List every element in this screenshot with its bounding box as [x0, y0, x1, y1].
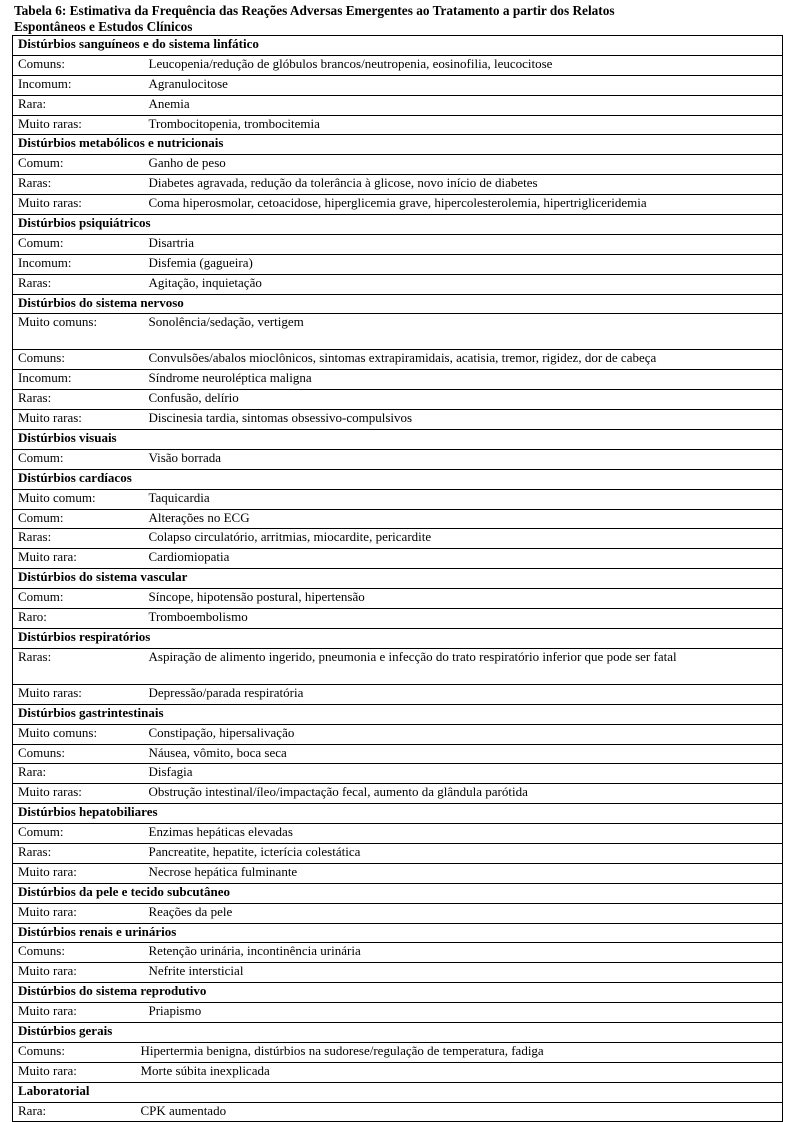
frequency-cell: Comum: — [13, 449, 140, 469]
reaction-cell: Colapso circulatório, arritmias, miocardite, pericardite — [140, 529, 783, 549]
section-header-row — [13, 569, 783, 589]
section-title: Laboratorial — [13, 1082, 783, 1102]
reaction-cell: Ganho de peso — [140, 155, 783, 175]
reaction-cell: Náusea, vômito, boca seca — [140, 744, 783, 764]
section-header-row — [13, 1082, 783, 1102]
frequency-cell: Raro: — [13, 609, 140, 629]
reaction-cell: Obstrução intestinal/íleo/impactação fecal, aumento da glândula parótida — [140, 784, 783, 804]
frequency-cell: Muito raras: — [13, 195, 140, 215]
frequency-cell: Comuns: — [13, 943, 140, 963]
frequency-cell: Muito raras: — [13, 115, 140, 135]
frequency-cell: Muito raras: — [13, 784, 140, 804]
frequency-cell: Comuns: — [13, 1042, 140, 1062]
reaction-cell: Reações da pele — [140, 903, 783, 923]
frequency-cell: Comum: — [13, 155, 140, 175]
frequency-cell: Incomum: — [13, 370, 140, 390]
table-row — [13, 963, 783, 983]
table-row — [13, 75, 783, 95]
table-row — [13, 390, 783, 410]
section-header-row — [13, 1022, 783, 1042]
reaction-cell: Agitação, inquietação — [140, 274, 783, 294]
frequency-cell: Muito raras: — [13, 684, 140, 704]
reaction-cell: Coma hiperosmolar, cetoacidose, hiperglicemia grave, hipercolesterolemia, hipertrigliceridemia — [140, 195, 783, 215]
table-title-line-1: Tabela 6: Estimativa da Frequência das Reações Adversas Emergentes ao Tratamento a partir dos Relatos — [14, 3, 615, 18]
reaction-cell: Discinesia tardia, sintomas obsessivo-compulsivos — [140, 410, 783, 430]
reaction-cell: Convulsões/abalos mioclônicos, sintomas extrapiramidais, acatisia, tremor, rigidez, dor de cabeça — [140, 350, 783, 370]
reaction-cell: Priapismo — [140, 1003, 783, 1023]
reaction-cell: Síncope, hipotensão postural, hipertensão — [140, 589, 783, 609]
reaction-cell: Visão borrada — [140, 449, 783, 469]
table-row — [13, 195, 783, 215]
table-row — [13, 509, 783, 529]
section-header-row — [13, 804, 783, 824]
frequency-cell: Muito rara: — [13, 1062, 140, 1082]
frequency-cell: Raras: — [13, 274, 140, 294]
section-title: Distúrbios psiquiátricos — [13, 215, 783, 235]
frequency-cell: Comum: — [13, 234, 140, 254]
section-header-row — [13, 704, 783, 724]
section-title: Distúrbios visuais — [13, 430, 783, 450]
table-row — [13, 1062, 783, 1082]
section-header-row — [13, 430, 783, 450]
reaction-cell: Trombocitopenia, trombocitemia — [140, 115, 783, 135]
reaction-cell: Disartria — [140, 234, 783, 254]
table-row — [13, 254, 783, 274]
table-row — [13, 115, 783, 135]
section-header-row — [13, 36, 783, 56]
frequency-cell: Raras: — [13, 648, 140, 684]
frequency-cell: Comum: — [13, 824, 140, 844]
reaction-cell: Necrose hepática fulminante — [140, 863, 783, 883]
table-row — [13, 274, 783, 294]
table-row — [13, 155, 783, 175]
reaction-cell: Cardiomiopatia — [140, 549, 783, 569]
reaction-cell: Aspiração de alimento ingerido, pneumonia e infecção do trato respiratório inferior que pode ser fatal — [140, 648, 783, 684]
reaction-cell: Disfemia (gagueira) — [140, 254, 783, 274]
section-title: Distúrbios do sistema reprodutivo — [13, 983, 783, 1003]
reaction-cell: Leucopenia/redução de glóbulos brancos/neutropenia, eosinofilia, leucocitose — [140, 55, 783, 75]
table-row — [13, 95, 783, 115]
reaction-cell: Disfagia — [140, 764, 783, 784]
section-header-row — [13, 923, 783, 943]
adverse-reactions-table-body — [13, 36, 783, 1122]
section-title: Distúrbios renais e urinários — [13, 923, 783, 943]
table-row — [13, 724, 783, 744]
table-row — [13, 55, 783, 75]
table-row — [13, 1003, 783, 1023]
section-title: Distúrbios metabólicos e nutricionais — [13, 135, 783, 155]
frequency-cell: Incomum: — [13, 75, 140, 95]
reaction-cell: Anemia — [140, 95, 783, 115]
frequency-cell: Raras: — [13, 390, 140, 410]
frequency-cell: Muito rara: — [13, 903, 140, 923]
frequency-cell: Comum: — [13, 509, 140, 529]
reaction-cell: Taquicardia — [140, 489, 783, 509]
frequency-cell: Raras: — [13, 175, 140, 195]
table-row — [13, 449, 783, 469]
frequency-cell: Muito rara: — [13, 549, 140, 569]
section-header-row — [13, 294, 783, 314]
table-row — [13, 1042, 783, 1062]
table-row — [13, 370, 783, 390]
table-row — [13, 824, 783, 844]
section-title: Distúrbios do sistema vascular — [13, 569, 783, 589]
table-row — [13, 589, 783, 609]
table-row — [13, 234, 783, 254]
reaction-cell: Confusão, delírio — [140, 390, 783, 410]
frequency-cell: Muito raras: — [13, 410, 140, 430]
table-row — [13, 175, 783, 195]
table-title-line-2: Espontâneos e Estudos Clínicos — [14, 19, 193, 34]
reaction-cell: Síndrome neuroléptica maligna — [140, 370, 783, 390]
frequency-cell: Rara: — [13, 764, 140, 784]
frequency-cell: Muito rara: — [13, 963, 140, 983]
reaction-cell: Sonolência/sedação, vertigem — [140, 314, 783, 350]
reaction-cell: Enzimas hepáticas elevadas — [140, 824, 783, 844]
table-row — [13, 410, 783, 430]
section-title: Distúrbios respiratórios — [13, 628, 783, 648]
adverse-reactions-table — [12, 35, 783, 1122]
reaction-cell: CPK aumentado — [140, 1102, 783, 1122]
section-header-row — [13, 628, 783, 648]
frequency-cell: Incomum: — [13, 254, 140, 274]
table-row — [13, 943, 783, 963]
reaction-cell: Nefrite intersticial — [140, 963, 783, 983]
section-title: Distúrbios do sistema nervoso — [13, 294, 783, 314]
frequency-cell: Raras: — [13, 843, 140, 863]
frequency-cell: Comuns: — [13, 744, 140, 764]
table-title — [14, 3, 784, 35]
reaction-cell: Pancreatite, hepatite, icterícia colestática — [140, 843, 783, 863]
section-title: Distúrbios sanguíneos e do sistema linfático — [13, 36, 783, 56]
reaction-cell: Morte súbita inexplicada — [140, 1062, 783, 1082]
reaction-cell: Alterações no ECG — [140, 509, 783, 529]
frequency-cell: Comuns: — [13, 350, 140, 370]
table-row — [13, 489, 783, 509]
table-row — [13, 549, 783, 569]
section-title: Distúrbios hepatobiliares — [13, 804, 783, 824]
table-row — [13, 744, 783, 764]
frequency-cell: Raras: — [13, 529, 140, 549]
table-row — [13, 863, 783, 883]
reaction-cell: Tromboembolismo — [140, 609, 783, 629]
table-row — [13, 1102, 783, 1122]
section-title: Distúrbios cardíacos — [13, 469, 783, 489]
table-row — [13, 784, 783, 804]
frequency-cell: Comuns: — [13, 55, 140, 75]
reaction-cell: Retenção urinária, incontinência urinária — [140, 943, 783, 963]
table-row — [13, 843, 783, 863]
frequency-cell: Rara: — [13, 95, 140, 115]
frequency-cell: Muito rara: — [13, 1003, 140, 1023]
section-header-row — [13, 215, 783, 235]
table-row — [13, 684, 783, 704]
section-title: Distúrbios gerais — [13, 1022, 783, 1042]
section-title: Distúrbios gastrintestinais — [13, 704, 783, 724]
frequency-cell: Muito comuns: — [13, 314, 140, 350]
reaction-cell: Depressão/parada respiratória — [140, 684, 783, 704]
section-header-row — [13, 135, 783, 155]
reaction-cell: Constipação, hipersalivação — [140, 724, 783, 744]
reaction-cell: Diabetes agravada, redução da tolerância à glicose, novo início de diabetes — [140, 175, 783, 195]
table-row — [13, 314, 783, 350]
table-row — [13, 903, 783, 923]
section-title: Distúrbios da pele e tecido subcutâneo — [13, 883, 783, 903]
table-row — [13, 764, 783, 784]
section-header-row — [13, 983, 783, 1003]
reaction-cell: Agranulocitose — [140, 75, 783, 95]
reaction-cell: Hipertermia benigna, distúrbios na sudorese/regulação de temperatura, fadiga — [140, 1042, 783, 1062]
frequency-cell: Rara: — [13, 1102, 140, 1122]
table-row — [13, 350, 783, 370]
table-row — [13, 609, 783, 629]
frequency-cell: Muito comum: — [13, 489, 140, 509]
table-row — [13, 648, 783, 684]
frequency-cell: Muito rara: — [13, 863, 140, 883]
frequency-cell: Muito comuns: — [13, 724, 140, 744]
table-row — [13, 529, 783, 549]
section-header-row — [13, 883, 783, 903]
section-header-row — [13, 469, 783, 489]
frequency-cell: Comum: — [13, 589, 140, 609]
